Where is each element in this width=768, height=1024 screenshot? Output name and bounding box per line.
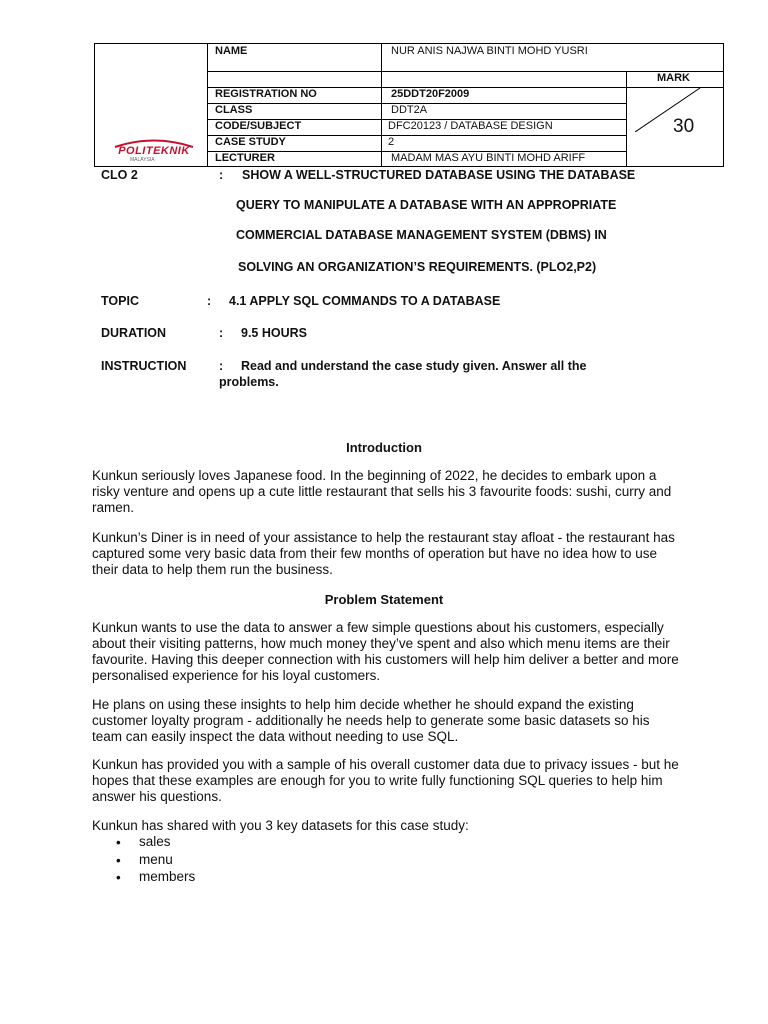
clo-line-1: SHOW A WELL-STRUCTURED DATABASE USING THE DATABASE — [242, 168, 636, 182]
intro-paragraph-2: Kunkun’s Diner is in need of your assistance to help the restaurant stay afloat - the restaurant has captured some very basic data from their few months of operation but have no idea how to use their data to help them run the business. — [92, 530, 675, 577]
clo-line-3: COMMERCIAL DATABASE MANAGEMENT SYSTEM (DBMS) IN — [236, 228, 607, 242]
problem-paragraph-3: Kunkun has provided you with a sample of his overall customer data due to privacy issues - but he hopes that these examples are enough for you to write fully functioning SQL queries to help him answer his questions. — [92, 757, 679, 804]
table-divider — [207, 71, 723, 72]
lecturer-label: LECTURER — [215, 152, 275, 164]
topic-value: 4.1 APPLY SQL COMMANDS TO A DATABASE — [229, 294, 501, 308]
mark-label: MARK — [657, 72, 690, 84]
case-study-value: 2 — [388, 136, 395, 148]
duration-label: DURATION — [101, 326, 167, 340]
datasets-intro: Kunkun has shared with you 3 key datasets for this case study: — [92, 818, 469, 833]
registration-value: 25DDT20F2009 — [391, 88, 470, 100]
instruction-colon: : — [219, 359, 224, 373]
table-divider — [626, 71, 627, 166]
mark-value: 30 — [673, 116, 695, 137]
name-label: NAME — [215, 45, 248, 57]
clo-label: CLO 2 — [101, 168, 138, 182]
instruction-line-1: Read and understand the case study given. Answer all the — [241, 359, 587, 373]
instruction-label: INSTRUCTION — [101, 359, 187, 373]
student-info-table — [94, 43, 724, 167]
class-value: DDT2A — [391, 104, 428, 116]
topic-label: TOPIC — [101, 294, 139, 308]
bullet-icon: • — [116, 853, 121, 868]
problem-paragraph-1: Kunkun wants to use the data to answer a few simple questions about his customers, especially about their visiting patterns, how much money they’ve spent and also which menu items are their favourite. Having this deeper connection with his customers will help him deliver a better and more personalised experience for his loyal customers. — [92, 620, 679, 683]
duration-colon: : — [219, 326, 224, 340]
instruction-line-2: problems. — [219, 375, 279, 389]
lecturer-value: MADAM MAS AYU BINTI MOHD ARIFF — [391, 152, 586, 164]
logo-text: POLITEKNIK — [118, 145, 190, 157]
subject-value: DFC20123 / DATABASE DESIGN — [388, 120, 553, 132]
clo-line-4: SOLVING AN ORGANIZATION’S REQUIREMENTS. (PLO2,P2) — [238, 260, 597, 274]
dataset-item: sales — [139, 834, 171, 849]
intro-paragraph-1: Kunkun seriously loves Japanese food. In the beginning of 2022, he decides to embark upon a risky venture and opens up a cute little restaurant that sells his 3 favourite foods: sushi, curry and ramen. — [92, 468, 672, 515]
case-study-label: CASE STUDY — [215, 136, 286, 148]
class-label: CLASS — [215, 104, 253, 116]
registration-label: REGISTRATION NO — [215, 88, 317, 100]
name-value: NUR ANIS NAJWA BINTI MOHD YUSRI — [391, 45, 588, 57]
introduction-heading: Introduction — [346, 440, 422, 455]
duration-value: 9.5 HOURS — [241, 326, 307, 340]
logo-subtext: MALAYSIA — [130, 157, 155, 163]
table-divider — [207, 44, 208, 166]
politeknik-logo — [105, 138, 203, 164]
table-divider — [381, 44, 382, 166]
subject-label: CODE/SUBJECT — [215, 120, 302, 132]
clo-line-2: QUERY TO MANIPULATE A DATABASE WITH AN APPROPRIATE — [236, 198, 617, 212]
bullet-icon: • — [116, 835, 121, 850]
topic-colon: : — [207, 294, 212, 308]
problem-statement-heading: Problem Statement — [324, 592, 444, 607]
clo-colon: : — [219, 168, 224, 182]
dataset-item: members — [139, 869, 196, 884]
dataset-item: menu — [139, 852, 173, 867]
bullet-icon: • — [116, 870, 121, 885]
problem-paragraph-2: He plans on using these insights to help him decide whether he should expand the existing customer loyalty program - additionally he needs help to generate some basic datasets so his team can easily inspect the data without needing to use SQL. — [92, 697, 650, 744]
